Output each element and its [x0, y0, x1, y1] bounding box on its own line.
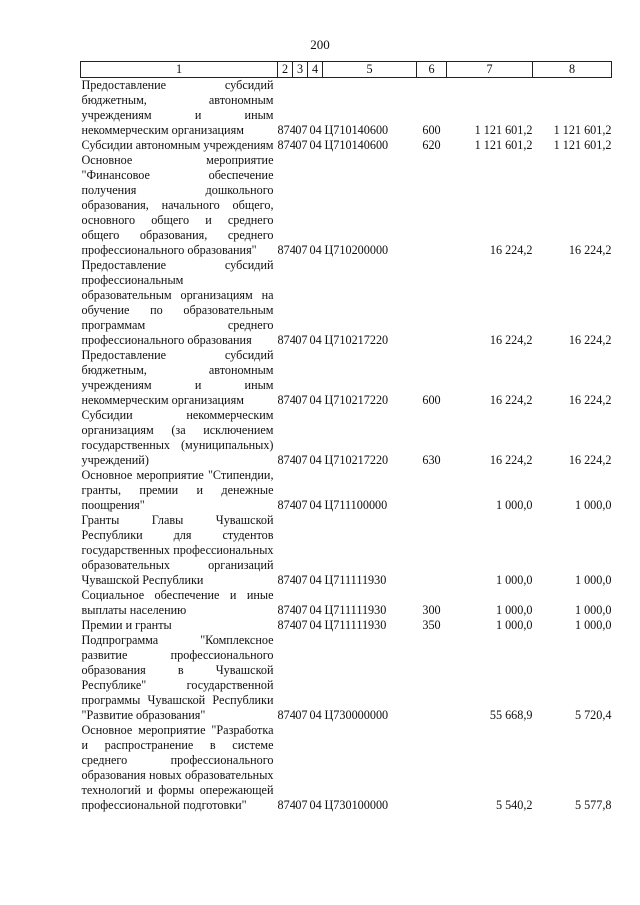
row-main-manager-code: 874 — [277, 333, 296, 347]
row-expense-type: 630 — [422, 453, 441, 467]
row-amount-year-2: 16 224,2 — [568, 243, 612, 257]
row-section-code: 07 — [295, 708, 308, 722]
row-target-article: Ц711111930 — [324, 573, 387, 587]
table-row — [81, 408, 612, 468]
row-description: Основное мероприятие "Стипендии, гранты, премии и денежные поощрения" — [81, 468, 274, 512]
row-amount-year-1: 1 121 601,2 — [474, 123, 533, 137]
row-section-code: 07 — [295, 243, 308, 257]
row-main-manager-code: 874 — [277, 123, 296, 137]
row-amount-year-2: 16 224,2 — [568, 453, 612, 467]
header-col-8: 8 — [533, 62, 612, 78]
row-amount-year-1: 5 540,2 — [495, 798, 533, 812]
row-main-manager-code: 874 — [277, 243, 296, 257]
table-header — [81, 62, 612, 78]
row-amount-year-2: 1 000,0 — [574, 573, 612, 587]
row-subsection-code: 04 — [309, 393, 322, 407]
row-description: Предоставление субсидий бюджетным, автономным учреждениям и иным некоммерческим организациям — [81, 348, 274, 407]
table-body — [81, 78, 612, 814]
row-amount-year-1: 1 000,0 — [495, 618, 533, 632]
row-target-article: Ц711111930 — [324, 603, 387, 617]
row-description: Предоставление субсидий профессиональным образовательным организациям на обучение по образовательным программам среднего профессионального образования — [81, 258, 274, 347]
header-col-2: 2 — [278, 62, 293, 78]
row-target-article: Ц710217220 — [324, 393, 389, 407]
row-target-article: Ц711111930 — [324, 618, 387, 632]
row-main-manager-code: 874 — [277, 453, 296, 467]
row-amount-year-2: 16 224,2 — [568, 333, 612, 347]
row-subsection-code: 04 — [309, 498, 322, 512]
table-row — [81, 468, 612, 513]
row-amount-year-2: 1 000,0 — [574, 618, 612, 632]
table-row — [81, 513, 612, 588]
header-col-3: 3 — [293, 62, 308, 78]
row-expense-type: 600 — [422, 123, 441, 137]
row-target-article: Ц710200000 — [324, 243, 389, 257]
row-amount-year-1: 1 000,0 — [495, 573, 533, 587]
row-section-code: 07 — [295, 123, 308, 137]
header-row — [81, 62, 612, 78]
row-amount-year-1: 16 224,2 — [489, 243, 533, 257]
row-expense-type — [417, 258, 447, 348]
row-amount-year-2: 5 720,4 — [574, 708, 612, 722]
row-description: Предоставление субсидий бюджетным, автономным учреждениям и иным некоммерческим организациям — [81, 78, 274, 137]
row-amount-year-2: 16 224,2 — [568, 393, 612, 407]
budget-table — [80, 61, 612, 813]
row-section-code: 07 — [295, 498, 308, 512]
row-amount-year-1: 16 224,2 — [489, 333, 533, 347]
table-row — [81, 138, 612, 153]
row-subsection-code: 04 — [309, 138, 322, 152]
row-subsection-code: 04 — [309, 453, 322, 467]
row-amount-year-1: 16 224,2 — [489, 453, 533, 467]
row-amount-year-2: 1 000,0 — [574, 603, 612, 617]
row-expense-type — [417, 513, 447, 588]
table-row — [81, 588, 612, 618]
row-subsection-code: 04 — [309, 123, 322, 137]
row-section-code: 07 — [295, 618, 308, 632]
row-amount-year-2: 1 121 601,2 — [553, 138, 612, 152]
header-col-1: 1 — [81, 62, 278, 78]
row-description: Подпрограмма "Комплексное развитие профессионального образования в Чувашской Республике" государственной программы Чувашской Республики "Развитие образования" — [81, 633, 274, 722]
row-subsection-code: 04 — [309, 603, 322, 617]
table-row — [81, 258, 612, 348]
header-col-4: 4 — [308, 62, 323, 78]
row-expense-type: 620 — [422, 138, 441, 152]
header-col-7: 7 — [447, 62, 533, 78]
row-amount-year-2: 1 121 601,2 — [553, 123, 612, 137]
row-target-article: Ц730100000 — [324, 798, 389, 812]
row-description: Гранты Главы Чувашской Республики для студентов государственных профессиональных образовательных организаций Чувашской Республики — [81, 513, 274, 587]
row-main-manager-code: 874 — [277, 708, 296, 722]
row-section-code: 07 — [295, 138, 308, 152]
table-row — [81, 633, 612, 723]
row-section-code: 07 — [295, 453, 308, 467]
table-row — [81, 153, 612, 258]
row-amount-year-1: 16 224,2 — [489, 393, 533, 407]
row-expense-type: 300 — [422, 603, 441, 617]
row-description: Премии и гранты — [81, 618, 172, 632]
row-amount-year-1: 1 121 601,2 — [474, 138, 533, 152]
row-target-article: Ц710217220 — [324, 453, 389, 467]
row-amount-year-1: 1 000,0 — [495, 603, 533, 617]
row-expense-type — [417, 153, 447, 258]
row-amount-year-1: 1 000,0 — [495, 498, 533, 512]
header-col-6: 6 — [417, 62, 447, 78]
row-subsection-code: 04 — [309, 573, 322, 587]
row-amount-year-1: 55 668,9 — [489, 708, 533, 722]
row-description: Субсидии автономным учреждениям — [81, 138, 274, 152]
row-expense-type — [417, 633, 447, 723]
row-subsection-code: 04 — [309, 333, 322, 347]
table-row — [81, 618, 612, 633]
table-row — [81, 78, 612, 139]
row-description: Основное мероприятие "Финансовое обеспечение получения дошкольного образования, начального общего, основного общего и среднего общего образования, среднего профессионального образования" — [81, 153, 274, 257]
row-section-code: 07 — [295, 333, 308, 347]
row-description: Социальное обеспечение и иные выплаты населению — [81, 588, 274, 617]
row-description: Основное мероприятие "Разработка и распространение в системе среднего профессионального образования новых образовательных технологий и формы опережающей профессиональной подготовки" — [81, 723, 274, 812]
header-col-5: 5 — [323, 62, 417, 78]
row-main-manager-code: 874 — [277, 618, 296, 632]
row-subsection-code: 04 — [309, 243, 322, 257]
row-amount-year-2: 1 000,0 — [574, 498, 612, 512]
page-number: 200 — [310, 37, 330, 52]
row-main-manager-code: 874 — [277, 798, 296, 812]
row-main-manager-code: 874 — [277, 393, 296, 407]
row-subsection-code: 04 — [309, 708, 322, 722]
row-target-article: Ц711100000 — [324, 498, 388, 512]
row-main-manager-code: 874 — [277, 498, 296, 512]
row-main-manager-code: 874 — [277, 573, 296, 587]
row-target-article: Ц710217220 — [324, 333, 389, 347]
row-description: Субсидии некоммерческим организациям (за исключением государственных (муниципальных) учреждений) — [81, 408, 274, 467]
row-main-manager-code: 874 — [277, 138, 296, 152]
row-section-code: 07 — [295, 603, 308, 617]
row-expense-type: 600 — [422, 393, 441, 407]
row-target-article: Ц730000000 — [324, 708, 389, 722]
row-expense-type — [417, 723, 447, 813]
row-expense-type — [417, 468, 447, 513]
row-subsection-code: 04 — [309, 618, 322, 632]
table-row — [81, 723, 612, 813]
row-target-article: Ц710140600 — [324, 123, 389, 137]
row-expense-type: 350 — [422, 618, 441, 632]
row-subsection-code: 04 — [309, 798, 322, 812]
row-section-code: 07 — [295, 393, 308, 407]
table-row — [81, 348, 612, 408]
row-section-code: 07 — [295, 573, 308, 587]
row-target-article: Ц710140600 — [324, 138, 389, 152]
row-section-code: 07 — [295, 798, 308, 812]
row-amount-year-2: 5 577,8 — [574, 798, 612, 812]
row-main-manager-code: 874 — [277, 603, 296, 617]
